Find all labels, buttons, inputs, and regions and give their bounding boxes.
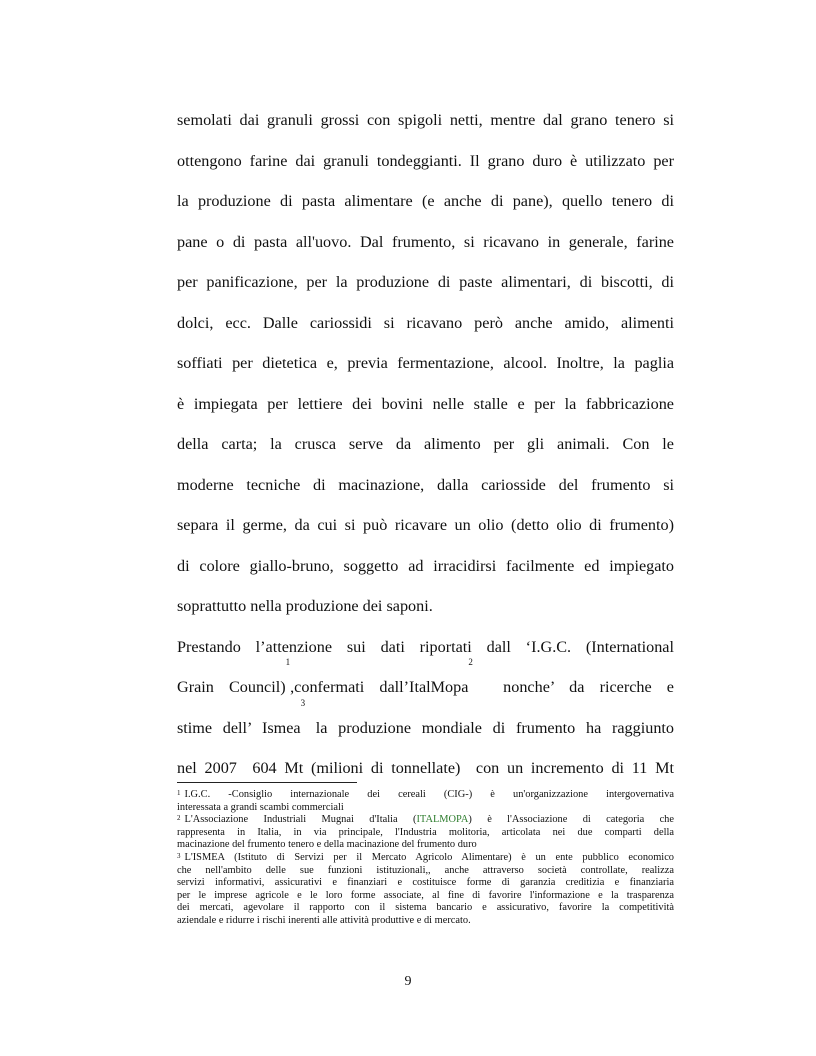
body-line: è impiegata per lettiere dei bovini nelle stalle e per la fabbricazione [177, 394, 674, 413]
footnote-3-cont: aziendale e ridurre i rischi inerenti alle attività produttive e di mercato. [177, 914, 471, 926]
footnote-3-cont: per le imprese agricole e le loro forme associate, al fine di favorire l'informazione e la trasparenza [177, 889, 674, 901]
text-fragment: Grain Council) [177, 678, 286, 696]
footnote-number: 3 [177, 851, 181, 860]
body-line: ottengono farine dai granuli tondeggianti. Il grano duro è utilizzato per [177, 151, 674, 170]
footnote-text: L'Associazione Industriali Mugnai d'Italia ( [184, 814, 417, 826]
paragraph2-line: Prestando l’attenzione sui dati riportati dall ‘I.G.C. (International [177, 637, 674, 656]
footnote-1-cont: interessata a grandi scambi commerciali [177, 801, 344, 813]
body-line: della carta; la crusca serve da alimento per gli animali. Con le [177, 435, 674, 453]
footnote-divider [177, 782, 357, 783]
text-fragment: stime dell’ Ismea [177, 718, 301, 737]
body-line: pane o di pasta all'uovo. Dal frumento, si ricavano in generale, farine [177, 232, 674, 251]
body-line: separa il germe, da cui si può ricavare un olio (detto olio di frumento) [177, 516, 674, 534]
footnote-3 [177, 852, 674, 865]
footnote-1 [177, 789, 674, 802]
body-line: soffiati per dietetica e, previa fermentazione, alcool. Inoltre, la paglia [177, 354, 674, 372]
footnote-text: L'ISMEA (Istituto di Servizi per il Mercato Agricolo Alimentare) è un ente pubblico economico [184, 851, 674, 863]
footnote-2 [177, 814, 674, 827]
footnote-3-cont: dei mercati, agevolare il rapporto con il sistema bancario e assicurativo, favorire la competitività [177, 902, 674, 914]
paragraph2-line [177, 657, 674, 708]
paragraph2-line [177, 697, 674, 749]
footnote-3-cont: servizi informativi, assicurativi e finanziari e costituisce forme di garanzia creditizia e finanziaria [177, 877, 674, 889]
text-fragment: ,confermati dall’ItalMopa [290, 678, 469, 696]
body-line: di colore giallo-bruno, soggetto ad irracidirsi facilmente ed impiegato [177, 556, 674, 575]
body-text [177, 100, 674, 789]
footnote-ref[interactable]: 3 [300, 697, 306, 708]
footnote-number: 1 [177, 789, 181, 797]
footnotes [177, 789, 674, 928]
body-line: semolati dai granuli grossi con spigoli netti, mentre dal grano tenero si [177, 111, 674, 129]
body-line: soprattutto nella produzione dei saponi. [177, 597, 433, 615]
paragraph2-line: nel 2007 604 Mt (milioni di tonnellate) con un incremento di 11 Mt [177, 759, 674, 777]
body-line: moderne tecniche di macinazione, dalla cariosside del frumento si [177, 475, 674, 494]
italmopa-link[interactable]: ITALMOPA [416, 814, 469, 826]
footnote-ref[interactable]: 1 [285, 657, 291, 667]
page-number: 9 [404, 974, 412, 989]
footnote-ref[interactable]: 2 [468, 657, 473, 667]
body-line: per panificazione, per la produzione di paste alimentari, di biscotti, di [177, 273, 674, 291]
text-fragment: la produzione mondiale di frumento ha raggiunto [305, 718, 674, 737]
body-line: la produzione di pasta alimentare (e anche di pane), quello tenero di [177, 192, 674, 210]
footnote-2-cont: rappresenta in Italia, in via principale, l'Industria molitoria, articolata nei due comparti della [177, 826, 674, 838]
footnote-text: ) è l'Associazione di categoria che [468, 814, 674, 826]
text-fragment: nonche’ da ricerche e [472, 678, 674, 696]
footnote-number: 2 [177, 814, 181, 823]
body-line: dolci, ecc. Dalle cariossidi si ricavano però anche amido, alimenti [177, 313, 674, 332]
footnote-text: I.G.C. -Consiglio internazionale dei cereali (CIG-) è un'organizzazione intergovernativa [184, 789, 674, 800]
footnote-2-cont: macinazione del frumento tenero e della macinazione del frumento duro [177, 839, 477, 851]
footnote-3-cont: che nell'ambito delle sue funzioni istituzionali,, anche attraverso società controllate, realizza [177, 864, 674, 876]
